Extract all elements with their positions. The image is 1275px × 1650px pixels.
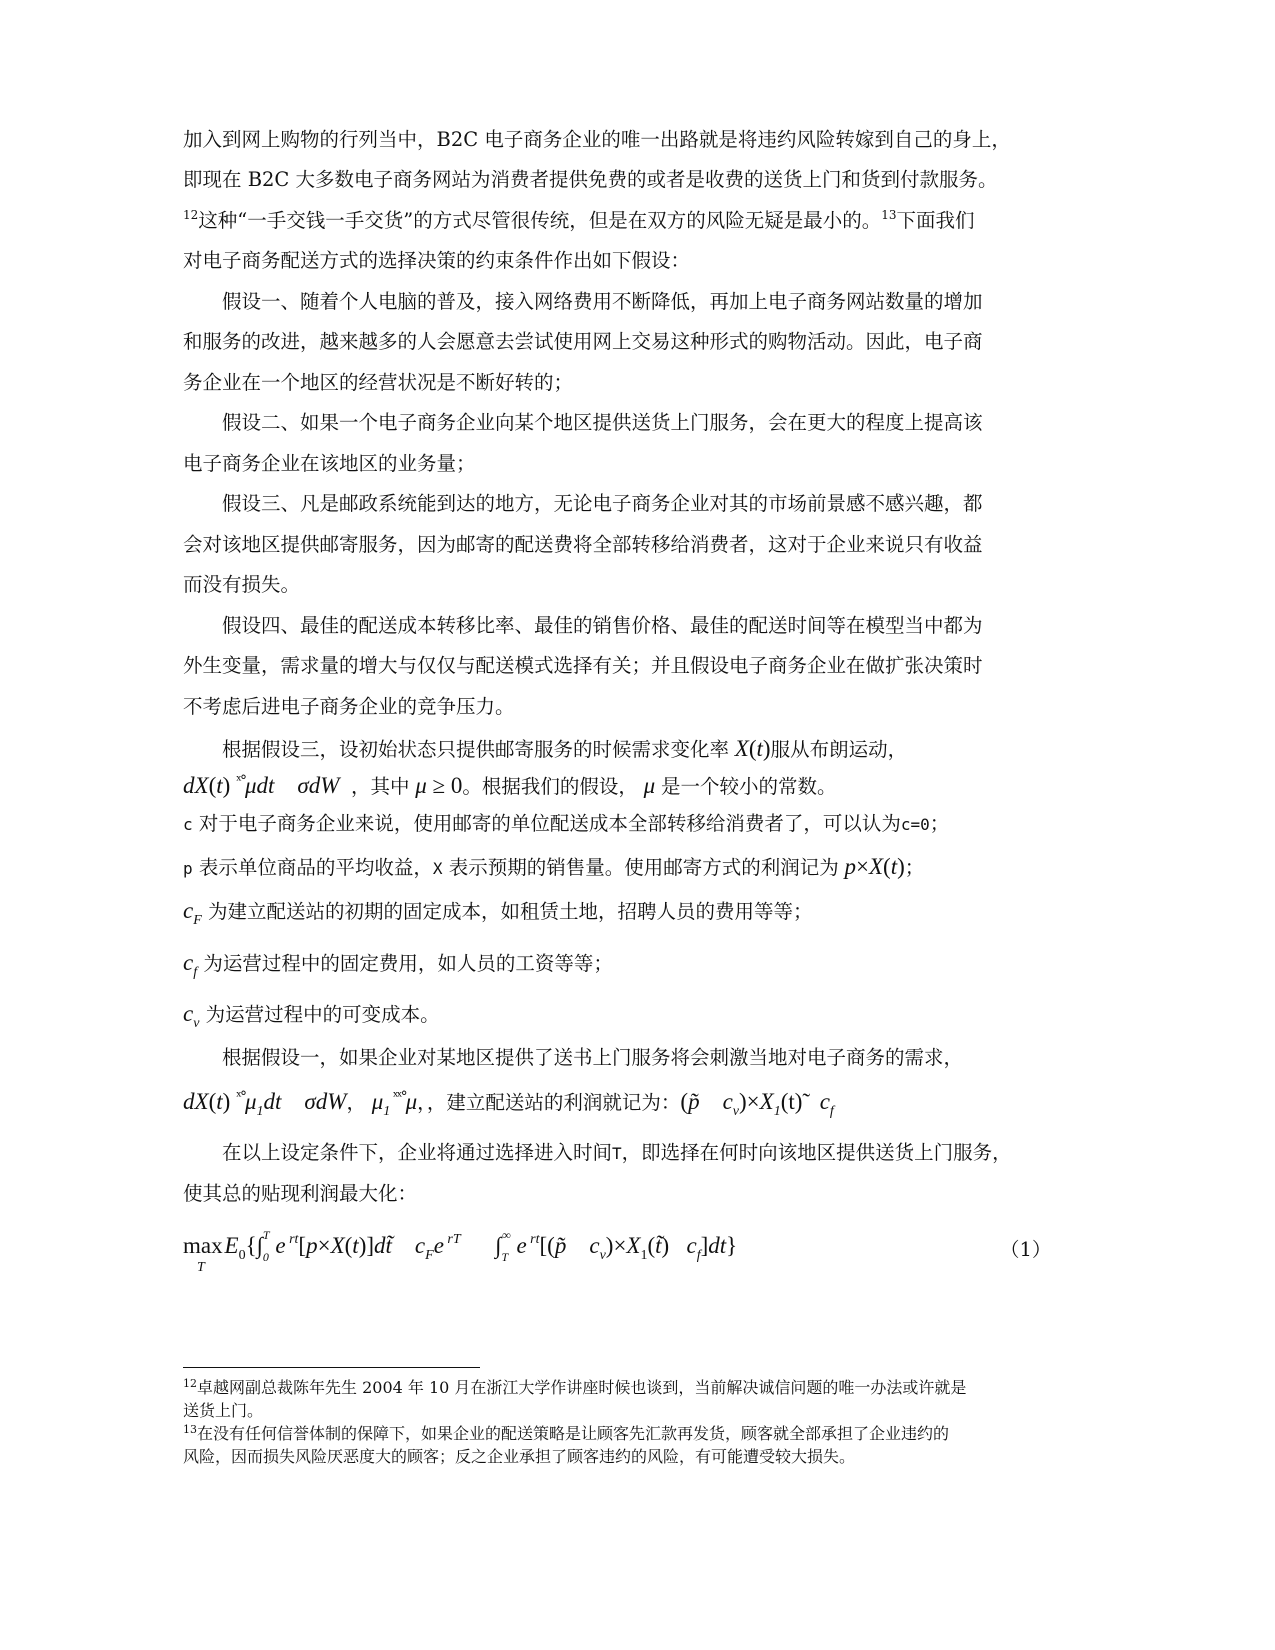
formula-cF: c xyxy=(183,898,194,923)
formula-part: 1 xyxy=(256,1104,264,1119)
formula-part: rT xyxy=(443,1232,461,1247)
cF-definition-line xyxy=(183,895,813,931)
text: 即现在 B2C 大多数电子商务网站为消费者提供免费的或者是收费的送货上门和货到付款服务。 xyxy=(183,168,998,191)
formula-part: T xyxy=(501,1250,509,1264)
formula-mu: μ xyxy=(637,773,661,798)
cf-definition-line xyxy=(183,947,613,983)
formula-part: ˣ° xyxy=(236,773,245,789)
assumption-4-line xyxy=(222,610,983,642)
text: 根据假设一，如果企业对某地区提供了送书上门服务将会刺激当地对电子商务的需求， xyxy=(222,1046,964,1069)
formula-part: e xyxy=(516,1233,527,1258)
formula-part: ∫ xyxy=(460,1233,502,1258)
assumption-3-line xyxy=(222,488,983,520)
assumption-2-line xyxy=(183,448,476,480)
formula-part: ˣ° xyxy=(236,1089,245,1105)
footnote-separator xyxy=(183,1367,480,1368)
formula-part: v xyxy=(193,1016,200,1031)
text: 在没有任何信誉体制的保障下，如果企业的配送策略是让顾客先汇款再发货，顾客就全部承担了企业违约的 xyxy=(197,1424,950,1443)
formula-part: c xyxy=(414,1233,426,1258)
formula-part: f xyxy=(829,1104,834,1119)
formula-part: c xyxy=(722,1089,733,1114)
footnote-12 xyxy=(183,1376,966,1401)
equation-number: （1） xyxy=(1000,1238,1052,1261)
text: T xyxy=(612,1144,622,1163)
formula-part xyxy=(700,1089,723,1114)
text: 假设二、如果一个电子商务企业向某个地区提供送货上门服务，会在更大的程度上提高该 xyxy=(222,411,983,434)
formula-part: ( xyxy=(647,1233,656,1258)
assumption-4-line xyxy=(183,650,983,682)
text: 服从布朗运动， xyxy=(770,738,908,761)
formula-part: ( xyxy=(208,773,217,798)
paragraph-line xyxy=(183,205,975,239)
text: ，建立配送站的利润就记为： xyxy=(426,1091,681,1114)
assumption-1-line xyxy=(222,286,983,318)
text: 假设四、最佳的配送成本转移比率、最佳的销售价格、最佳的配送时间等在模型当中都为 xyxy=(222,614,983,637)
formula-part: c xyxy=(819,1089,830,1114)
text: 为运营过程中的可变成本。 xyxy=(205,1003,440,1026)
c-definition-line xyxy=(183,808,949,841)
footnote-mark-13[interactable]: 13 xyxy=(881,208,897,222)
math-paragraph-2-line xyxy=(222,1042,963,1074)
formula-part: ) xyxy=(661,1233,687,1258)
formula-part: E xyxy=(224,1233,239,1258)
formula-part: σdW xyxy=(297,773,340,798)
text: c=0 xyxy=(900,815,930,834)
formula-part: dt xyxy=(708,1233,727,1258)
formula-part: ) xyxy=(222,773,237,798)
footnote-12-mark: 12 xyxy=(183,1377,197,1390)
footnote-12-cont xyxy=(183,1399,263,1422)
formula-part xyxy=(339,773,351,798)
equation-1 xyxy=(183,1230,737,1274)
text: X xyxy=(432,859,443,878)
formula-part: × xyxy=(317,1233,331,1258)
text: 根据假设三，设初始状态只提供邮寄服务的时候需求变化率 xyxy=(222,738,730,761)
text: c xyxy=(183,815,193,834)
formula-brownian-2: dX xyxy=(183,1089,209,1114)
formula-part: ) xyxy=(762,736,771,761)
formula-part xyxy=(274,773,297,798)
formula-part: 1 xyxy=(640,1248,648,1263)
formula-part: p̃ xyxy=(688,1089,700,1114)
text: 对于电子商务企业来说，使用邮寄的单位配送成本全部转移给消费者了，可以认为 xyxy=(198,812,901,835)
formula-brownian: dX xyxy=(183,773,209,798)
formula-part: dt xyxy=(263,1089,282,1114)
text: 为建立配送站的初期的固定成本，如租赁土地，招聘人员的费用等等； xyxy=(207,900,813,923)
text: 务企业在一个地区的经营状况是不断好转的； xyxy=(183,371,574,394)
formula-part: ) xyxy=(897,854,905,879)
text: ； xyxy=(929,812,950,835)
text: 卓越网副总裁陈年先生 2004 年 10 月在浙江大学作讲座时候也谈到，当前解决诚信问题的唯一办法或许就是 xyxy=(197,1378,967,1397)
paragraph-line xyxy=(183,164,998,196)
text: 会对该地区提供邮寄服务，因为邮寄的配送费将全部转移给消费者，这对于企业来说只有收益 xyxy=(183,533,983,556)
formula-part: dt̃ xyxy=(374,1233,392,1258)
formula-part: t xyxy=(216,773,223,798)
text: 表示单位商品的平均收益， xyxy=(198,856,433,879)
formula-part xyxy=(281,1089,304,1114)
formula-part: X xyxy=(759,1089,774,1114)
text: 和服务的改进，越来越多的人会愿意去尝试使用网上交易这种形式的购物活动。因此，电子商 xyxy=(183,330,983,353)
text: p xyxy=(183,859,193,878)
text: ，即选择在何时向该地区提供送货上门服务， xyxy=(621,1141,1012,1164)
formula-part: (t)̃ xyxy=(780,1089,820,1114)
text: 送货上门。 xyxy=(183,1401,264,1420)
formula-part: t xyxy=(890,854,898,879)
formula-part: [( xyxy=(539,1233,555,1258)
formula-part: ∞ xyxy=(502,1228,511,1242)
formula-part: t̃ xyxy=(655,1233,662,1258)
formula-part: rt xyxy=(526,1232,540,1247)
formula-cv: c xyxy=(183,1001,194,1026)
text: 。根据我们的假设， xyxy=(462,775,638,798)
formula-part: F xyxy=(193,913,202,928)
math-paragraph-line xyxy=(222,733,907,766)
formula-max xyxy=(183,1230,223,1275)
formula-part: ( xyxy=(748,736,757,761)
formula-part: p̃ xyxy=(554,1233,567,1258)
formula-part: X xyxy=(626,1233,641,1258)
formula-part: T xyxy=(197,1260,205,1275)
text: 表示预期的销售量。使用邮寄方式的利润记为 xyxy=(448,856,839,879)
assumption-1-line xyxy=(183,326,983,358)
cv-definition-line xyxy=(183,998,440,1034)
entry-time-line xyxy=(183,1178,417,1210)
footnote-13-mark: 13 xyxy=(183,1423,197,1436)
text: 电子商务企业在该地区的业务量； xyxy=(183,452,476,475)
formula-part: 0 xyxy=(238,1248,246,1263)
footnote-mark-12[interactable]: 12 xyxy=(183,208,199,222)
assumption-3-line xyxy=(183,529,983,561)
text: 在以上设定条件下，企业将通过选择进入时间 xyxy=(222,1141,613,1164)
paragraph-line xyxy=(183,245,690,277)
formula-part: e xyxy=(275,1233,286,1258)
formula-part: 1 xyxy=(773,1104,781,1119)
assumption-3-line xyxy=(183,569,300,601)
math-paragraph-line xyxy=(183,770,836,805)
formula-part: ) xyxy=(222,1089,237,1114)
formula-part: μdt xyxy=(244,773,275,798)
assumption-1-line xyxy=(183,367,573,399)
text: 假设一、随着个人电脑的普及，接入网络费用不断降低，再加上电子商务网站数量的增加 xyxy=(222,290,983,313)
formula-profit-mail: p xyxy=(838,854,856,879)
formula-part: )] xyxy=(358,1233,375,1258)
math-paragraph-2-line: dX(t) $^{ˣ^\circ}\mu_1dt$ σdW， $\mu_1$ $^{ˣˣ^\circ}$μ，，建立配送站的利润就记为：(p̃ $c_v)\times X_1(t)̃$ $c_f$ xyxy=(183,1089,834,1119)
formula-part: max xyxy=(183,1233,223,1258)
formula-part: ˣˣ° xyxy=(390,1089,406,1105)
paragraph-line xyxy=(183,124,1011,156)
formula-X-t: X xyxy=(729,736,749,761)
text: 是一个较小的常数。 xyxy=(660,775,837,798)
p-definition-line xyxy=(183,851,924,885)
formula-part: c xyxy=(686,1233,697,1258)
formula-part: × xyxy=(855,854,869,879)
formula-part: μ xyxy=(244,1089,257,1114)
formula-part: X xyxy=(868,854,884,879)
text: 而没有损失。 xyxy=(183,573,301,596)
text: 外生变量，需求量的增大与仅仅与配送模式选择有关；并且假设电子商务企业在做扩张决策时 xyxy=(183,654,983,677)
formula-part: X xyxy=(330,1233,345,1258)
formula-part: ( xyxy=(883,854,891,879)
formula-part: ( xyxy=(208,1089,217,1114)
footnote-13 xyxy=(183,1422,949,1447)
formula-part: μ xyxy=(405,1089,418,1114)
text: ，其中 xyxy=(350,775,410,798)
formula-part: ( xyxy=(344,1233,353,1258)
text: 风险，因而损失风险厌恶度大的顾客；反之企业承担了顾客违约的风险，有可能遭受较大损失。 xyxy=(183,1447,856,1466)
footnote-13-cont xyxy=(183,1445,855,1468)
formula-part: t xyxy=(216,1089,223,1114)
formula-part: p xyxy=(306,1233,318,1258)
formula-part: T xyxy=(262,1228,270,1242)
formula-part: 1 xyxy=(383,1104,391,1119)
formula-part: v xyxy=(732,1104,740,1119)
formula-part: )× xyxy=(739,1089,760,1114)
formula-part xyxy=(392,1233,415,1258)
formula-mu1: μ xyxy=(365,1089,384,1114)
text: 加入到网上购物的行列当中，B2C 电子商务企业的唯一出路就是将违约风险转嫁到自己的身上， xyxy=(183,128,1011,151)
text: 这种“一手交钱一手交货”的方式尽管很传统，但是在双方的风险无疑是最小的。 xyxy=(198,209,882,232)
formula-part xyxy=(566,1233,589,1258)
formula-mu-nonneg: μ xyxy=(409,773,427,798)
formula-cf: c xyxy=(183,950,194,975)
formula-part: {∫ xyxy=(245,1233,263,1258)
text: 假设三、凡是邮政系统能到达的地方，无论电子商务企业对其的市场前景感不感兴趣，都 xyxy=(222,492,983,515)
formula-part: ] xyxy=(700,1233,709,1258)
assumption-2-line xyxy=(222,407,983,439)
formula-part: )× xyxy=(605,1233,627,1258)
formula-part: F xyxy=(425,1248,434,1263)
formula-part: f xyxy=(193,965,198,980)
formula-part: σdW xyxy=(304,1089,347,1114)
formula-part: } xyxy=(726,1233,738,1258)
entry-time-line xyxy=(222,1137,1012,1170)
formula-part: v xyxy=(599,1248,606,1263)
text: 不考虑后进电子商务企业的竞争压力。 xyxy=(183,695,515,718)
formula-part: 0 xyxy=(262,1250,269,1264)
formula-part: rt xyxy=(285,1232,299,1247)
formula-part: e xyxy=(433,1233,444,1258)
formula-part: t xyxy=(756,736,763,761)
text: 对电子商务配送方式的选择决策的约束条件作出如下假设： xyxy=(183,249,691,272)
assumption-4-line xyxy=(183,691,515,723)
text: 下面我们 xyxy=(896,209,975,232)
formula-part: t xyxy=(352,1233,359,1258)
text: ； xyxy=(904,856,925,879)
text: 为运营过程中的固定费用，如人员的工资等等； xyxy=(203,952,613,975)
text: 使其总的贴现利润最大化： xyxy=(183,1182,418,1205)
formula-part: c xyxy=(589,1233,600,1258)
formula-part: ≥ 0 xyxy=(426,773,463,798)
formula-part: f xyxy=(696,1248,701,1263)
formula-profit-station: ( xyxy=(680,1089,689,1114)
formula-part: [ xyxy=(298,1233,307,1258)
